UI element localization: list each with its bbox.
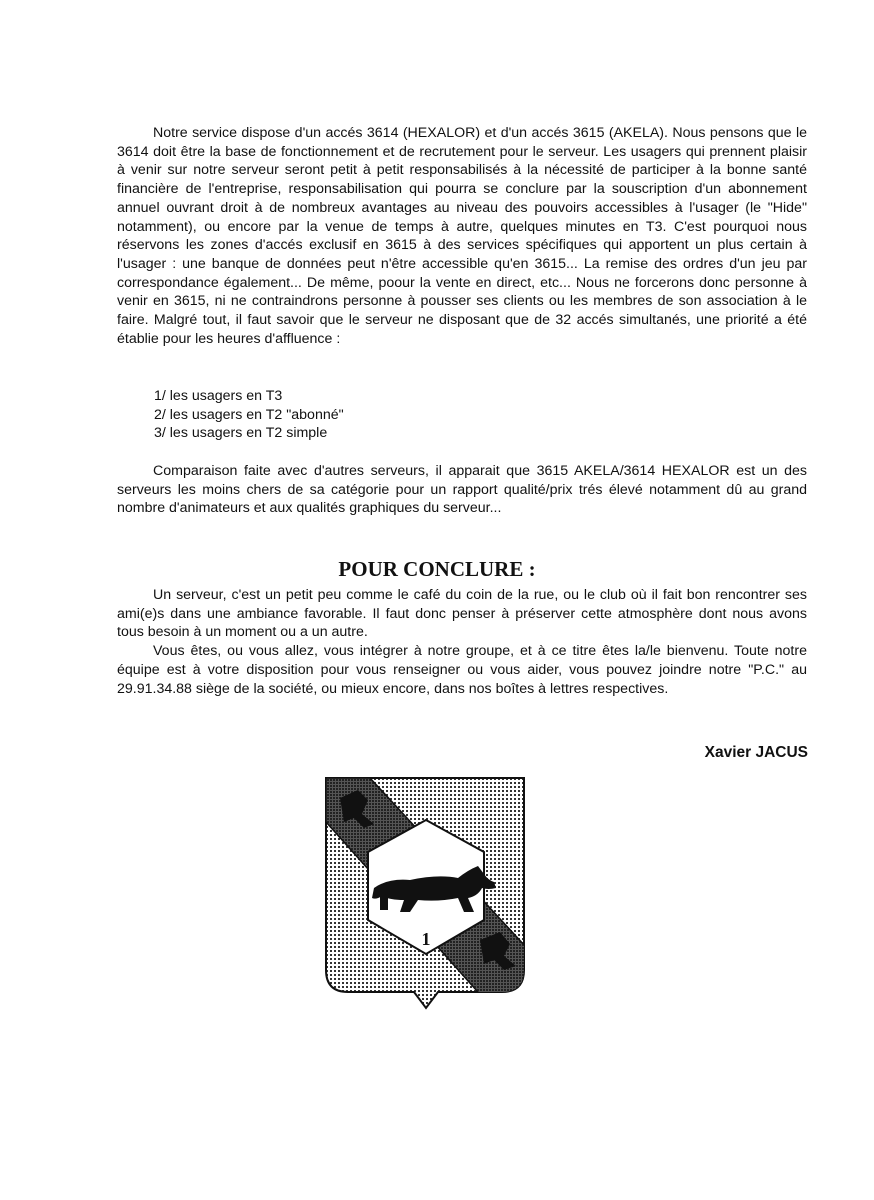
conclusion-paragraph-2: Vous êtes, ou vous allez, vous intégrer à notre groupe, et à ce titre êtes la/le bienvenu. Toute notre équipe est à votre disposition pour vous renseigner ou vous aider, vous pouvez joindre notre "P.C." au 29.91.34.88 siège de la société, ou mieux encore, dans nos boîtes à lettres respectives. — [117, 643, 807, 697]
priority-list — [154, 387, 344, 443]
intro-text — [117, 124, 807, 348]
coat-of-arms-fox-icon — [318, 770, 534, 1015]
intro-paragraph-2: Comparaison faite avec d'autres serveurs, il apparait que 3615 AKELA/3614 HEXALOR est un des serveurs les moins chers de sa catégorie pour un rapport qualité/prix trés élevé notamment dû au grand nombre d'animateurs et aux qualités graphiques du serveur... — [117, 463, 807, 517]
crest-numeral: 1 — [421, 929, 431, 949]
conclusion-paragraph-1: Un serveur, c'est un petit peu comme le café du coin de la rue, ou le club où il fait bon rencontrer ses ami(e)s dans une ambiance favorable. Il faut donc penser à préserver cette atmosphère dont nous avons tous besoin à un moment ou a un autre. — [117, 587, 807, 641]
conclusion-heading: POUR CONCLURE : — [338, 557, 536, 581]
signature: Xavier JACUS — [704, 744, 808, 761]
list-item: 2/ les usagers en T2 "abonné" — [154, 406, 344, 423]
list-item: 1/ les usagers en T3 — [154, 388, 283, 404]
comparison-text — [117, 462, 807, 518]
intro-paragraph-1: Notre service dispose d'un accés 3614 (HEXALOR) et d'un accés 3615 (AKELA). Nous pensons que le 3614 doit être la base de fonctionnement et de recrutement pour le serveur. Les usagers qui prennent plaisir à venir sur notre serveur seront petit à petit responsabilisés à la nécessité de participer à la bonne santé financière de l'entreprise, responsabilisation qui pourra se conclure par la souscription d'un abonnement annuel ouvrant droit à de nombreux avantages au niveau des pouvoirs accessibles à l'usager (le "Hide" notamment), ou encore par la venue de temps à autre, quelques minutes en T3. C'est pourquoi nous réservons les zones d'accés exclusif en 3615 à des services spécifiques qui apportent un plus certain à l'usager : une banque de données peut n'être accessible qu'en 3615... La remise des ordres d'un jeu par correspondance également... De même, poour la vente en direct, etc... Nous ne forcerons donc personne à venir en 3615, ni ne contraindrons personne à pousser ses clients ou les membres de son association à le faire. Malgré tout, il faut savoir que le serveur ne disposant que de 32 accés simultanés, une priorité a été établie pour les heures d'affluence : — [117, 125, 807, 347]
conclusion-text — [117, 586, 807, 698]
list-item: 3/ les usagers en T2 simple — [154, 425, 328, 442]
